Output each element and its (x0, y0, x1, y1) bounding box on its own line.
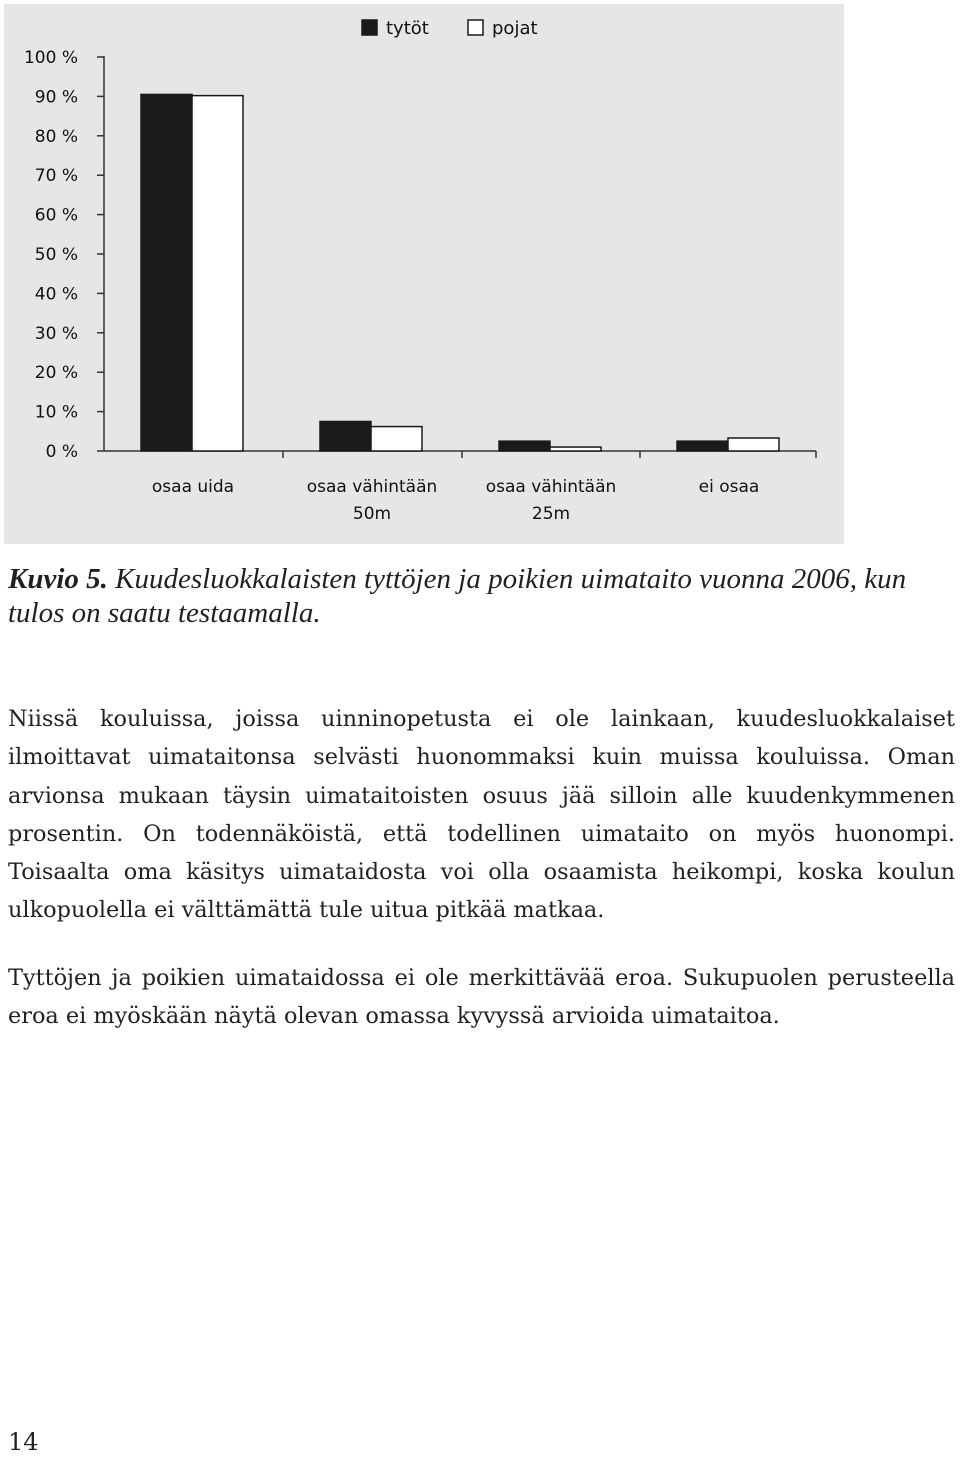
bar-pojat (192, 96, 243, 451)
y-tick-label: 60 % (34, 205, 78, 226)
y-tick-label: 20 % (34, 363, 78, 384)
caption-label: Kuvio 5. (8, 563, 108, 595)
y-tick-label: 0 % (45, 442, 78, 462)
paragraph-1: Niissä kouluissa, joissa uinninopetusta ei ole lainkaan, kuudesluokkalaiset ilmoittavat uimataitonsa selvästi huonommaksi kuin muissa kouluissa. Oman arvionsa mukaan täysin uimataitoisten osuus jää silloin alle kuudenkymmenen prosentin. On todennäköistä, että todellinen uimataito on myös huonompi. Toisaalta oma käsitys uimataidosta voi olla osaamista heikompi, koska koulun ulkopuolella ei välttämättä tule uitua pitkää matkaa. (8, 706, 955, 924)
y-tick-label: 40 % (34, 284, 78, 305)
figure-caption (8, 562, 938, 630)
x-category-label: osaa vähintään (485, 477, 617, 497)
y-tick-label: 10 % (34, 402, 78, 423)
bar-tytot (320, 421, 371, 451)
x-category-label: osaa uida (151, 477, 235, 497)
bar-tytot (677, 441, 728, 451)
y-tick-label: 50 % (34, 245, 78, 265)
bar-tytot (499, 441, 550, 451)
bar-pojat (550, 447, 601, 451)
x-category-label: 25m (531, 504, 571, 524)
legend-label-pojat: pojat (492, 18, 538, 39)
x-category-label: 50m (352, 504, 392, 524)
y-tick-label: 90 % (34, 87, 78, 108)
legend-swatch-pojat (468, 20, 483, 35)
bar-pojat (728, 438, 779, 451)
legend-swatch-tytot (362, 20, 377, 35)
bar-pojat (371, 427, 422, 451)
bar-chart (4, 4, 844, 544)
legend-label-tytot: tytöt (386, 18, 429, 39)
y-tick-label: 100 % (23, 48, 78, 68)
chart-svg (4, 4, 844, 544)
bar-tytot (141, 94, 192, 451)
x-category-label: osaa vähintään (306, 477, 438, 497)
y-tick-label: 80 % (34, 126, 78, 147)
page-number: 14 (8, 1428, 39, 1456)
caption-text: Kuudesluokkalaisten tyttöjen ja poikien uimataito vuonna 2006, kun tulos on saatu testaamalla. (8, 563, 907, 629)
x-category-label: ei osaa (698, 477, 760, 497)
y-tick-label: 30 % (34, 323, 78, 344)
paragraph-2: Tyttöjen ja poikien uimataidossa ei ole merkittävää eroa. Sukupuolen perusteella eroa ei myöskään näytä olevan omassa kyvyssä arvioida uimataitoa. (8, 965, 955, 1030)
y-tick-label: 70 % (34, 166, 78, 187)
